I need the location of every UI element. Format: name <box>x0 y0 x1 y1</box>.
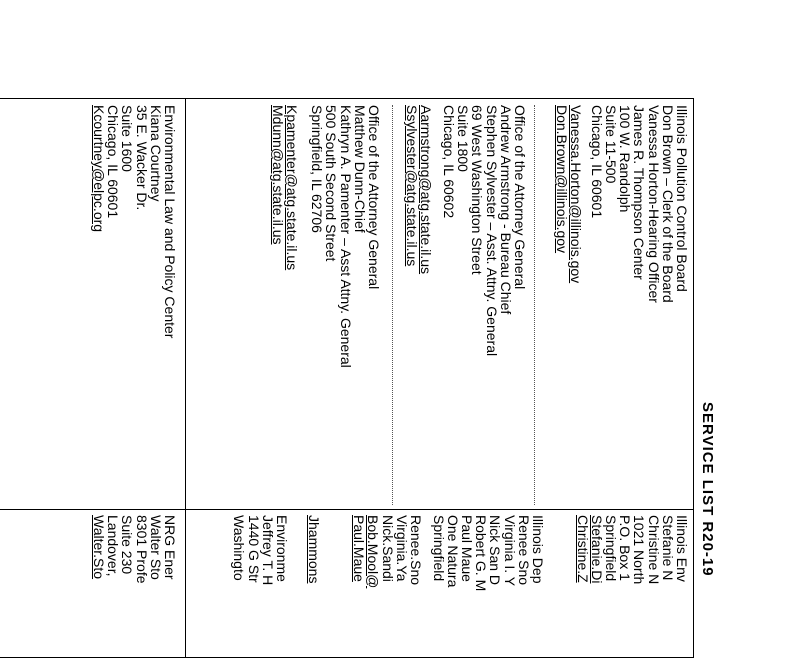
document-title: SERVICE LIST R20-19 <box>699 402 716 577</box>
entry-line: Springfield <box>430 515 447 582</box>
entry-line: Suite 230 <box>119 515 136 575</box>
entry-line: One Natura <box>444 515 461 588</box>
service-list-table <box>0 98 694 658</box>
email-link[interactable]: Bob.Mool@ <box>365 515 382 589</box>
entry-emails <box>271 105 299 270</box>
entry-line: Vanessa Horton-Hearing Officer <box>645 105 662 303</box>
entry-line: Virginia I. Y <box>501 515 518 587</box>
email-link[interactable]: Vanessa.Horton@illinois.gov <box>568 105 584 284</box>
entry-line: Kiana Courtney <box>147 105 164 202</box>
entry-line: Environmental Law and Policy Center <box>162 105 178 339</box>
entry-line: Christine N <box>645 515 662 585</box>
column-divider <box>0 509 693 510</box>
entry-line: Don Brown – Clerk of the Board <box>659 105 676 303</box>
entry-line: 1021 North <box>631 515 648 585</box>
entry-line: Illinois Dep <box>530 515 546 584</box>
entry-line: Suite 1600 <box>119 105 136 172</box>
entry-line: Walter Sto <box>147 515 164 580</box>
email-link[interactable]: Ssylvester@atg.state.il.us <box>403 105 420 267</box>
entry-line: Renee Sno <box>515 515 532 586</box>
row-divider <box>185 99 186 657</box>
entry-emails <box>405 105 433 274</box>
entry-line: Environme <box>274 515 290 582</box>
email-link[interactable]: Kcourtney@elpc.org <box>90 105 107 233</box>
entry-hammons-email <box>307 515 321 583</box>
entry-line: Office of the Attorney General <box>512 105 528 290</box>
entry-dnr-emails <box>352 515 423 588</box>
entry-line: Landover, <box>105 515 122 577</box>
entry-line: Stephen Sylvester – Asst. Attny. General <box>483 105 500 357</box>
entry-line: Chicago, IL 60602 <box>440 105 457 219</box>
entry-line: Office of the Attorney General <box>366 105 382 290</box>
email-link[interactable]: Don.Brown@illinois.gov <box>553 105 570 254</box>
entry-pollution-control-board <box>590 105 689 303</box>
entry-line: Springfield <box>602 515 619 582</box>
entry-emails <box>555 105 583 283</box>
email-link[interactable]: Kpamenter@atg.state.il.us <box>284 105 300 271</box>
entry-line: Suite 11-500 <box>602 105 619 184</box>
entry-environmental-org <box>232 515 289 585</box>
entry-line: Stefanie N <box>659 515 676 581</box>
entry-line: Kathryn A. Pamenter – Asst Attny. General <box>337 105 354 368</box>
email-link[interactable]: Stefanie.Di <box>588 515 605 584</box>
entry-line: James R. Thompson Center <box>631 105 648 280</box>
email-link[interactable]: Jhammons <box>306 515 322 584</box>
entry-line: Nick.Sandi <box>379 515 396 582</box>
entry-line: 1440 G Str <box>245 515 262 583</box>
entry-illinois-dnr <box>431 515 545 591</box>
entry-line: Andrew Armstrong - Bureau Chief <box>497 105 514 315</box>
entry-line: Nick San D <box>487 515 504 586</box>
email-link[interactable]: Mdunn@atg.state.il.us <box>269 105 286 245</box>
email-link[interactable]: Aarmstrong@atg.state.il.us <box>418 105 434 275</box>
entry-line: Paul Maue <box>458 515 475 582</box>
entry-nrg-energy <box>92 515 177 584</box>
email-link[interactable]: Christine.Z <box>574 515 591 583</box>
entry-attorney-general-chicago <box>442 105 527 356</box>
entry-line: Robert G. M <box>473 515 490 592</box>
entry-line: Illinois Env <box>674 515 690 582</box>
entry-line: Jeffrey T. H <box>259 515 276 586</box>
entry-line: 500 South Second Street <box>323 105 340 262</box>
dotted-separator <box>534 105 535 505</box>
entry-line: 100 W. Randolph <box>617 105 634 213</box>
entry-line: Renee.Sno <box>408 515 424 586</box>
entry-line: NRG Ener <box>162 515 178 580</box>
entry-line: Illinois Pollution Control Board <box>674 105 690 292</box>
entry-line: Washingto <box>231 515 248 581</box>
entry-illinois-epa <box>575 515 689 584</box>
entry-line: 69 West Washington Street <box>469 105 486 275</box>
entry-line: 35 E. Wacker Dr. <box>133 105 150 211</box>
email-link[interactable]: Walter.Sto <box>90 515 107 580</box>
entry-line: 8301 Profe <box>133 515 150 584</box>
entry-line: Springfield, IL 62706 <box>309 105 326 233</box>
dotted-separator <box>392 105 393 505</box>
entry-line: Virginia.Ya <box>393 515 410 582</box>
entry-line: Suite 1800 <box>455 105 472 172</box>
entry-line: Matthew Dunn-Chief <box>351 105 368 233</box>
email-link[interactable]: Paul.Maue <box>351 515 368 582</box>
entry-line: Chicago, IL 60601 <box>588 105 605 219</box>
entry-attorney-general-springfield <box>310 105 381 368</box>
entry-line: Chicago, IL 60601 <box>105 105 122 219</box>
entry-line: P.O. Box 1 <box>617 515 634 581</box>
entry-environmental-law-policy-center <box>92 105 177 338</box>
